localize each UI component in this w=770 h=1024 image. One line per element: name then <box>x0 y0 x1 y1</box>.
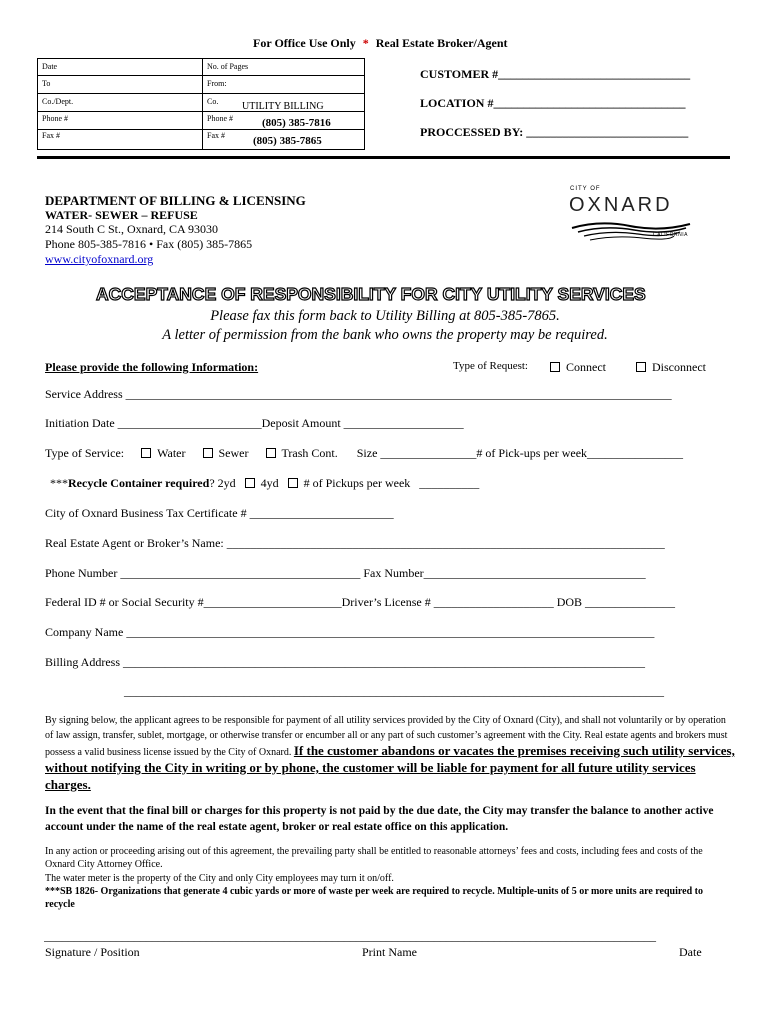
subtitle-fax: Please fax this form back to Utility Billing at 805-385-7865. <box>210 308 560 324</box>
logo-state: CALIFORNIA <box>653 232 689 238</box>
signature-line[interactable]: ______________________________________________________________________________________________________ <box>44 929 656 943</box>
billing-address-line2[interactable]: __________________________________________________________________________________________ <box>124 684 664 698</box>
logo-waves-icon <box>570 218 695 242</box>
to-field[interactable]: To <box>42 79 51 88</box>
trash-checkbox[interactable] <box>266 448 276 458</box>
fax-right-label: Fax # <box>207 131 225 140</box>
sewer-checkbox[interactable] <box>203 448 213 458</box>
department-address: 214 South C St., Oxnard, CA 93030 <box>45 222 219 236</box>
date-field[interactable]: Date <box>42 62 58 71</box>
form-title: ACCEPTANCE OF RESPONSIBILITY FOR CITY UTILITY SERVICES <box>96 284 646 304</box>
recycle-pickups-option[interactable] <box>288 476 411 490</box>
company-name-field[interactable]: Company Name ________________________________________________________________________________________ <box>45 625 655 639</box>
signature-label: Signature / Position <box>45 945 140 959</box>
recycle-prefix: *** <box>50 476 68 490</box>
department-website-link[interactable]: www.cityofoxnard.org <box>45 252 154 266</box>
logo-city-of: CITY OF <box>570 186 601 192</box>
fax-left-field[interactable]: Fax # <box>42 131 60 140</box>
water-meter-paragraph: The water meter is the property of the City and only City employees may turn it on/off. <box>45 873 394 884</box>
billing-address-field[interactable]: Billing Address _______________________________________________________________________________________ <box>45 655 646 669</box>
phone-right-label: Phone # <box>207 114 233 123</box>
water-label: Water <box>157 446 186 460</box>
header-divider <box>37 156 730 159</box>
federal-license-dob-field[interactable]: Federal ID # or Social Security #_______________________Driver’s License # ____________________ DOB _______________ <box>45 595 676 609</box>
location-field[interactable]: LOCATION #________________________________ <box>420 96 686 110</box>
connect-checkbox[interactable] <box>550 362 560 372</box>
fax-cover-box <box>37 58 365 150</box>
date-label: Date <box>679 945 702 959</box>
disconnect-checkbox[interactable] <box>636 362 646 372</box>
star-icon: * <box>362 36 369 50</box>
logo-name: OXNARD <box>569 194 673 216</box>
recycle-2yd: ? 2yd <box>209 476 236 490</box>
agent-name-field[interactable]: Real Estate Agent or Broker’s Name: _________________________________________________________________________ <box>45 536 665 550</box>
customer-field[interactable]: CUSTOMER #________________________________ <box>420 67 691 81</box>
abandon-warning: If the customer abandons or vacates the premises receiving such utility services, without notifying the City in writing or by phone, the customer will be liable for payment for all future utility services charges. <box>45 743 735 792</box>
service-type-label: Type of Service: <box>45 446 125 460</box>
department-name: DEPARTMENT OF BILLING & LICENSING <box>45 193 306 208</box>
subtitle-letter: A letter of permission from the bank who owns the property may be required. <box>162 327 608 343</box>
phone-fax-field[interactable]: Phone Number ________________________________________ Fax Number_____________________________________ <box>45 566 646 580</box>
size-pickups-field[interactable]: Size ________________# of Pick-ups per week________________ <box>356 446 684 460</box>
service-type-row <box>45 446 683 461</box>
codept-field[interactable]: Co./Dept. <box>42 97 74 106</box>
connect-option[interactable] <box>550 360 606 375</box>
disconnect-label: Disconnect <box>652 360 706 374</box>
utility-billing-label: UTILITY BILLING <box>242 101 324 112</box>
final-bill-paragraph: In the event that the final bill or charges for this property is not paid by the due date, the City may transfer the balance to another active account under the name of the real estate agent, broker or real estate office on this application. <box>45 805 714 833</box>
recycle-pickups-field[interactable]: __________ <box>419 476 480 490</box>
agent-label: Real Estate Broker/Agent <box>375 36 508 50</box>
connect-label: Connect <box>566 360 606 374</box>
recycle-label: Recycle Container required <box>68 476 210 490</box>
sb1826-paragraph: ***SB 1826- Organizations that generate 4 cubic yards or more of waste per week are required to recycle. Multiple-units of 5 or more units are required to recycle <box>45 886 703 910</box>
from-field[interactable]: From: <box>207 79 227 88</box>
pages-field[interactable]: No. of Pages <box>207 62 249 71</box>
recycle-pickups-label: # of Pickups per week <box>303 476 411 490</box>
oxnard-logo <box>565 186 695 246</box>
sewer-option[interactable] <box>203 446 249 460</box>
print-name-label: Print Name <box>362 945 417 959</box>
sewer-label: Sewer <box>218 446 249 460</box>
water-option[interactable] <box>141 446 185 460</box>
recycle-pickups-checkbox[interactable] <box>288 478 298 488</box>
water-checkbox[interactable] <box>141 448 151 458</box>
department-services: WATER- SEWER – REFUSE <box>45 208 198 222</box>
trash-label: Trash Cont. <box>281 446 338 460</box>
recycle-4yd-checkbox[interactable] <box>245 478 255 488</box>
office-use-label: For Office Use Only <box>253 36 356 50</box>
department-phone-fax: Phone 805-385-7816 • Fax (805) 385-7865 <box>45 237 253 251</box>
disconnect-option[interactable] <box>636 360 706 375</box>
info-heading: Please provide the following Information: <box>45 360 259 374</box>
agreement-text: By signing below, the applicant agrees to be responsible for payment of all utility services provided by the City of Oxnard (City), and shall not voluntarily or by operation of law assign, transfer, sublet, mortgage, or otherwise transfer or encumber all or any part of such customer’s agreement with the City. Real estate agents and brokers must possess a valid business license issued by the City of Oxnard. <box>45 715 728 758</box>
fax-value: (805) 385-7865 <box>253 135 322 147</box>
office-use-header <box>253 36 508 51</box>
recycle-row <box>50 476 479 491</box>
service-address-field[interactable]: Service Address ___________________________________________________________________________________________ <box>45 387 672 401</box>
business-tax-field[interactable]: City of Oxnard Business Tax Certificate # ________________________ <box>45 506 394 520</box>
request-type-label: Type of Request: <box>453 360 528 372</box>
initiation-deposit-field[interactable]: Initiation Date ________________________Deposit Amount ____________________ <box>45 416 464 430</box>
recycle-4yd-label: 4yd <box>260 476 279 490</box>
co-label: Co. <box>207 97 219 106</box>
recycle-4yd-option[interactable] <box>245 476 279 490</box>
processed-field[interactable]: PROCCESSED BY: ___________________________ <box>420 125 689 139</box>
trash-option[interactable] <box>266 446 338 460</box>
agreement-paragraph <box>45 713 735 794</box>
attorney-fees-paragraph: In any action or proceeding arising out of this agreement, the prevailing party shall be entitled to reasonable attorneys’ fees and costs, including fees and costs of the Oxnard City Attorney Office. <box>45 846 703 870</box>
phone-value: (805) 385-7816 <box>262 117 331 129</box>
phone-left-field[interactable]: Phone # <box>42 114 68 123</box>
